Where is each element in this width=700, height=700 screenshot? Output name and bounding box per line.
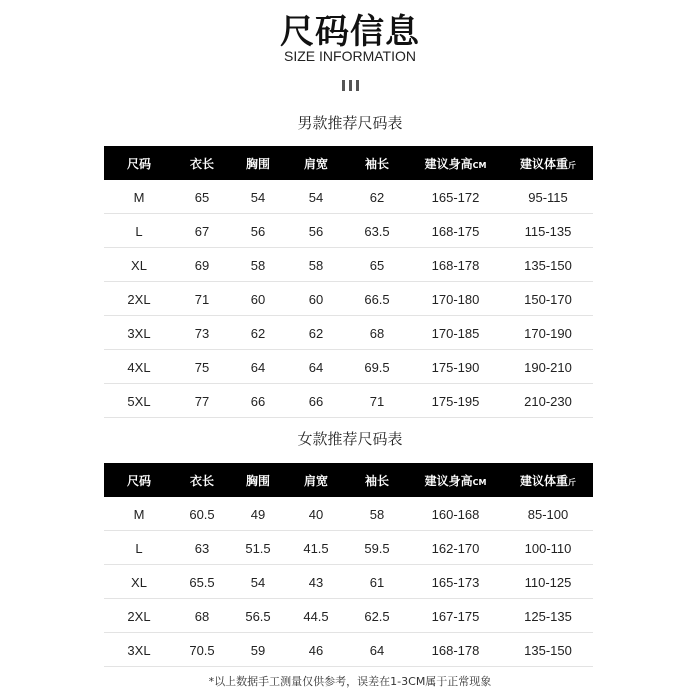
column-header-label: 肩宽 [303, 473, 328, 488]
table-cell: 71 [346, 384, 408, 418]
column-header-label: 建议体重 [519, 473, 568, 488]
column-header-label: 袖长 [364, 156, 389, 171]
column-header-label: 建议体重 [519, 156, 568, 171]
table-cell: 125-135 [503, 599, 593, 633]
table-cell: 162-170 [408, 531, 503, 565]
column-header-label: 袖长 [364, 473, 389, 488]
table-cell: 5XL [104, 384, 174, 418]
column-header-label: 衣长 [189, 473, 214, 488]
column-header [104, 146, 174, 180]
table-cell: 62 [230, 316, 286, 350]
column-header [174, 463, 230, 497]
table-cell: 44.5 [286, 599, 346, 633]
table-cell: 67 [174, 214, 230, 248]
table-cell: 63.5 [346, 214, 408, 248]
table-cell: 61 [346, 565, 408, 599]
table-cell: 56 [286, 214, 346, 248]
men-size-table [104, 146, 593, 418]
table-cell: 69.5 [346, 350, 408, 384]
table-cell: 64 [230, 350, 286, 384]
table-cell: 165-172 [408, 180, 503, 214]
table-cell: 75 [174, 350, 230, 384]
table-cell: 168-175 [408, 214, 503, 248]
table-cell: 51.5 [230, 531, 286, 565]
table-row [104, 350, 593, 384]
table-cell: 69 [174, 248, 230, 282]
column-header-label: 建议身高 [424, 473, 473, 488]
table-cell: 95-115 [503, 180, 593, 214]
column-header [408, 146, 503, 180]
table-cell: 60 [286, 282, 346, 316]
table-row [104, 633, 593, 667]
table-cell: 60 [230, 282, 286, 316]
column-header-label: 胸围 [245, 473, 270, 488]
column-header [230, 463, 286, 497]
table-cell: 66 [230, 384, 286, 418]
column-header-label: 尺码 [126, 156, 151, 171]
table-row [104, 214, 593, 248]
table-cell: 190-210 [503, 350, 593, 384]
table-cell: 175-195 [408, 384, 503, 418]
table-row [104, 384, 593, 418]
table-cell: 73 [174, 316, 230, 350]
table-row [104, 248, 593, 282]
column-header-label: 肩宽 [303, 156, 328, 171]
table-cell: 66 [286, 384, 346, 418]
table-cell: 170-190 [503, 316, 593, 350]
table-cell: 62 [346, 180, 408, 214]
table-cell: 170-185 [408, 316, 503, 350]
column-header [346, 463, 408, 497]
table-cell: M [104, 497, 174, 531]
table-cell: 46 [286, 633, 346, 667]
table-cell: 135-150 [503, 248, 593, 282]
women-table-title: 女款推荐尺码表 [297, 430, 403, 448]
table-cell: XL [104, 565, 174, 599]
table-cell: 63 [174, 531, 230, 565]
column-header-label: 尺码 [126, 473, 151, 488]
column-unit: CM [472, 160, 487, 170]
table-cell: 4XL [104, 350, 174, 384]
table-cell: L [104, 531, 174, 565]
table-cell: 85-100 [503, 497, 593, 531]
table-cell: 167-175 [408, 599, 503, 633]
table-cell: 58 [230, 248, 286, 282]
column-header [503, 146, 593, 180]
table-row [104, 497, 593, 531]
page-title: 尺码信息 [280, 12, 420, 52]
table-row [104, 180, 593, 214]
measurement-note: *以上数据手工测量仅供参考，误差在1-3CM属于正常现象 [208, 675, 492, 688]
divider-bars-icon [0, 76, 700, 95]
table-cell: L [104, 214, 174, 248]
table-cell: 2XL [104, 599, 174, 633]
table-cell: 3XL [104, 316, 174, 350]
men-table-title: 男款推荐尺码表 [297, 114, 403, 132]
table-row [104, 599, 593, 633]
table-cell: 168-178 [408, 633, 503, 667]
table-row [104, 565, 593, 599]
column-header [286, 146, 346, 180]
table-cell: 65.5 [174, 565, 230, 599]
table-cell: 56.5 [230, 599, 286, 633]
table-cell: 58 [346, 497, 408, 531]
table-cell: 170-180 [408, 282, 503, 316]
column-header [104, 463, 174, 497]
table-cell: 62 [286, 316, 346, 350]
column-header [503, 463, 593, 497]
column-header-label: 衣长 [189, 156, 214, 171]
column-unit: 斤 [568, 160, 576, 170]
table-cell: 58 [286, 248, 346, 282]
women-size-table [104, 463, 593, 667]
table-cell: 115-135 [503, 214, 593, 248]
table-cell: 62.5 [346, 599, 408, 633]
table-cell: 43 [286, 565, 346, 599]
column-header [408, 463, 503, 497]
column-header [230, 146, 286, 180]
table-cell: 135-150 [503, 633, 593, 667]
table-row [104, 282, 593, 316]
table-row [104, 316, 593, 350]
table-cell: 68 [346, 316, 408, 350]
column-header [286, 463, 346, 497]
table-cell: 70.5 [174, 633, 230, 667]
table-cell: 54 [230, 565, 286, 599]
table-cell: 60.5 [174, 497, 230, 531]
column-unit: 斤 [568, 477, 576, 487]
table-cell: 54 [286, 180, 346, 214]
table-cell: 64 [346, 633, 408, 667]
table-cell: 71 [174, 282, 230, 316]
table-row [104, 531, 593, 565]
table-cell: 54 [230, 180, 286, 214]
table-cell: 3XL [104, 633, 174, 667]
column-header-label: 建议身高 [424, 156, 473, 171]
table-cell: 65 [174, 180, 230, 214]
table-cell: 68 [174, 599, 230, 633]
table-cell: 64 [286, 350, 346, 384]
table-cell: 175-190 [408, 350, 503, 384]
table-cell: 49 [230, 497, 286, 531]
table-cell: 110-125 [503, 565, 593, 599]
table-cell: 59.5 [346, 531, 408, 565]
table-cell: 40 [286, 497, 346, 531]
table-cell: M [104, 180, 174, 214]
table-cell: 2XL [104, 282, 174, 316]
table-cell: 59 [230, 633, 286, 667]
table-cell: 210-230 [503, 384, 593, 418]
table-cell: 168-178 [408, 248, 503, 282]
table-cell: 56 [230, 214, 286, 248]
page-subtitle: SIZE INFORMATION [284, 48, 416, 64]
table-cell: XL [104, 248, 174, 282]
table-cell: 160-168 [408, 497, 503, 531]
table-cell: 65 [346, 248, 408, 282]
column-unit: CM [472, 477, 487, 487]
table-cell: 41.5 [286, 531, 346, 565]
column-header-label: 胸围 [245, 156, 270, 171]
table-cell: 165-173 [408, 565, 503, 599]
table-cell: 150-170 [503, 282, 593, 316]
column-header [346, 146, 408, 180]
table-cell: 100-110 [503, 531, 593, 565]
column-header [174, 146, 230, 180]
table-cell: 77 [174, 384, 230, 418]
table-cell: 66.5 [346, 282, 408, 316]
